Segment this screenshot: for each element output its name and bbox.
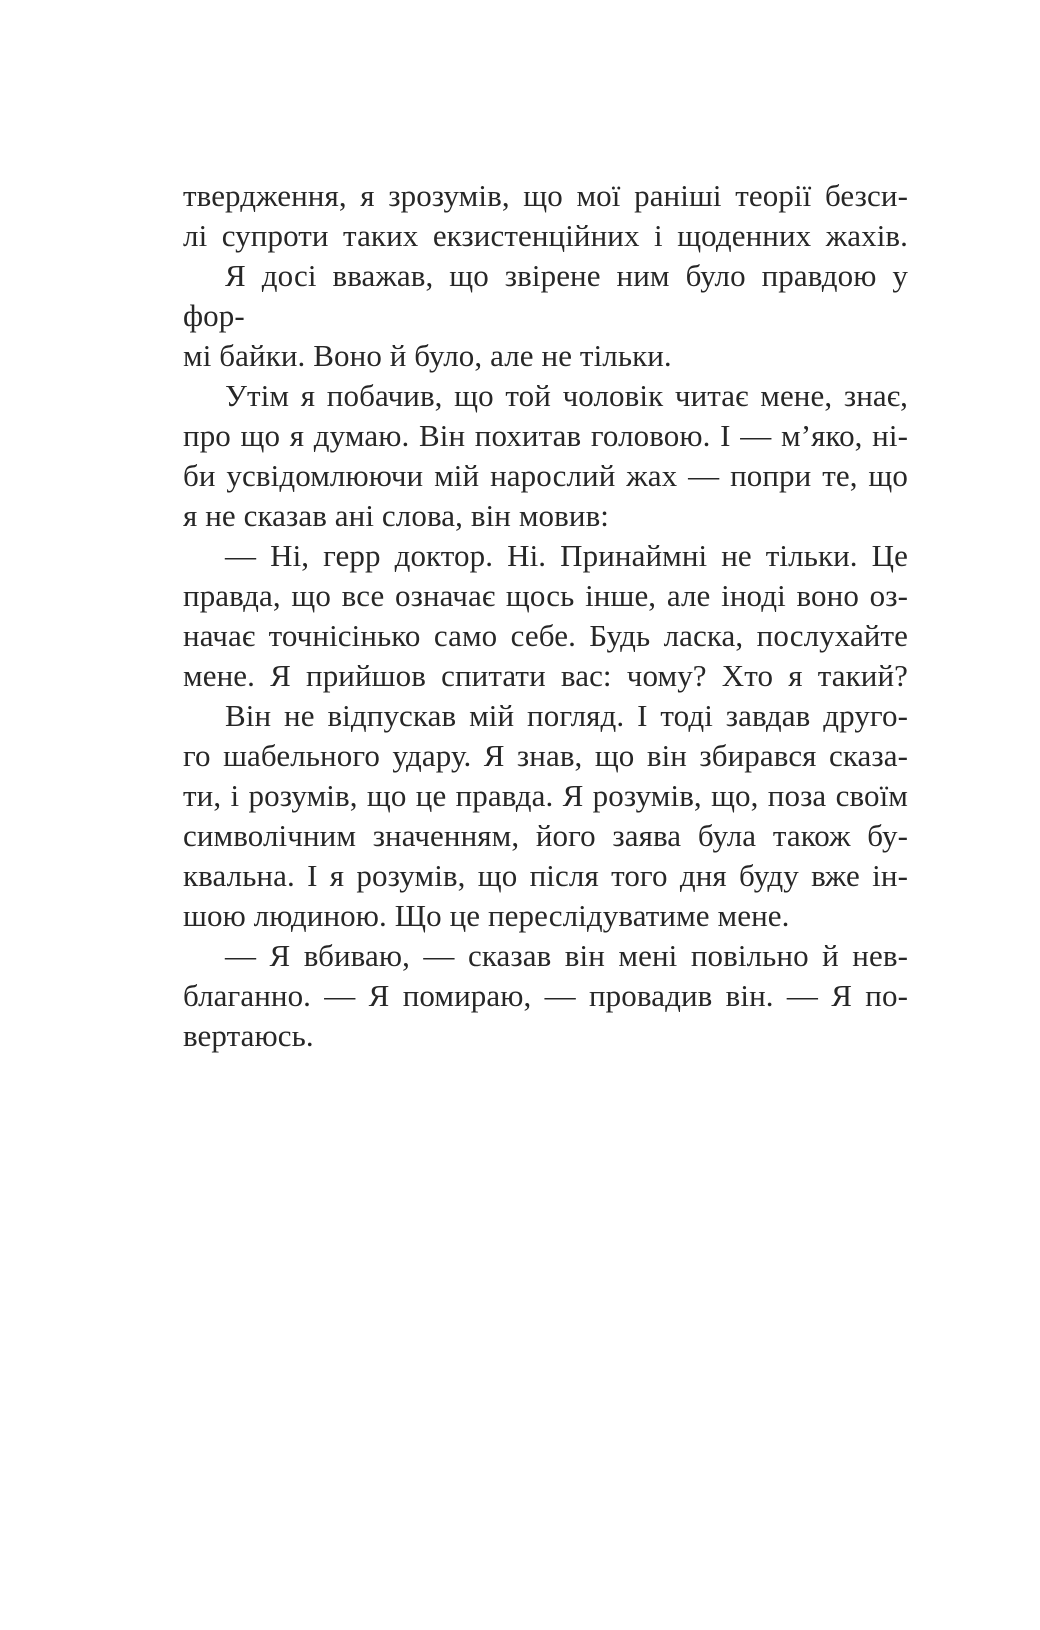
text-line: квальна. І я розумів, що після того дня буду вже ін- <box>183 858 908 893</box>
text-line: го шабельного удару. Я знав, що він збирався сказа- <box>183 738 908 773</box>
text-line: би усвідомлюючи мій нарослий жах — попри те, що <box>183 458 908 493</box>
text-line: лі супроти таких екзистенційних і щоденних жахів. <box>183 218 908 253</box>
text-line: мі байки. Воно й було, але не тільки. <box>183 338 672 373</box>
text-line: твердження, я зрозумів, що мої раніші теорії безси- <box>183 178 908 213</box>
text-line: вертаюсь. <box>183 1018 314 1053</box>
text-line: правда, що все означає щось інше, але іноді воно оз- <box>183 578 908 613</box>
paragraph <box>183 936 908 1056</box>
text-line: я не сказав ані слова, він мовив: <box>183 498 610 533</box>
text-line: шою людиною. Що це переслідуватиме мене. <box>183 898 790 933</box>
text-line: Він не відпускав мій погляд. І тоді завдав друго- <box>225 698 908 733</box>
page-text-block <box>183 176 908 1056</box>
paragraph <box>183 376 908 536</box>
text-line: мене. Я прийшов спитати вас: чому? Хто я такий? <box>183 658 908 693</box>
text-line: Я досі вважав, що звірене ним було правдою у фор- <box>183 258 908 333</box>
paragraph <box>183 176 908 256</box>
paragraph <box>183 256 908 376</box>
text-line: символічним значенням, його заява була також бу- <box>183 818 908 853</box>
text-line: Утім я побачив, що той чоловік читає мене, знає, <box>225 378 908 413</box>
paragraph <box>183 696 908 936</box>
text-line: — Ні, герр доктор. Ні. Принаймні не тільки. Це <box>225 538 908 573</box>
paragraph <box>183 536 908 696</box>
text-line: про що я думаю. Він похитав головою. І — м’яко, ні- <box>183 418 908 453</box>
text-line: ти, і розумів, що це правда. Я розумів, що, поза своїм <box>183 778 908 813</box>
text-line: начає точнісінько само себе. Будь ласка, послухайте <box>183 618 908 653</box>
text-line: — Я вбиваю, — сказав він мені повільно й нев- <box>225 938 908 973</box>
text-line: благанно. — Я помираю, — провадив він. — Я по- <box>183 978 908 1013</box>
